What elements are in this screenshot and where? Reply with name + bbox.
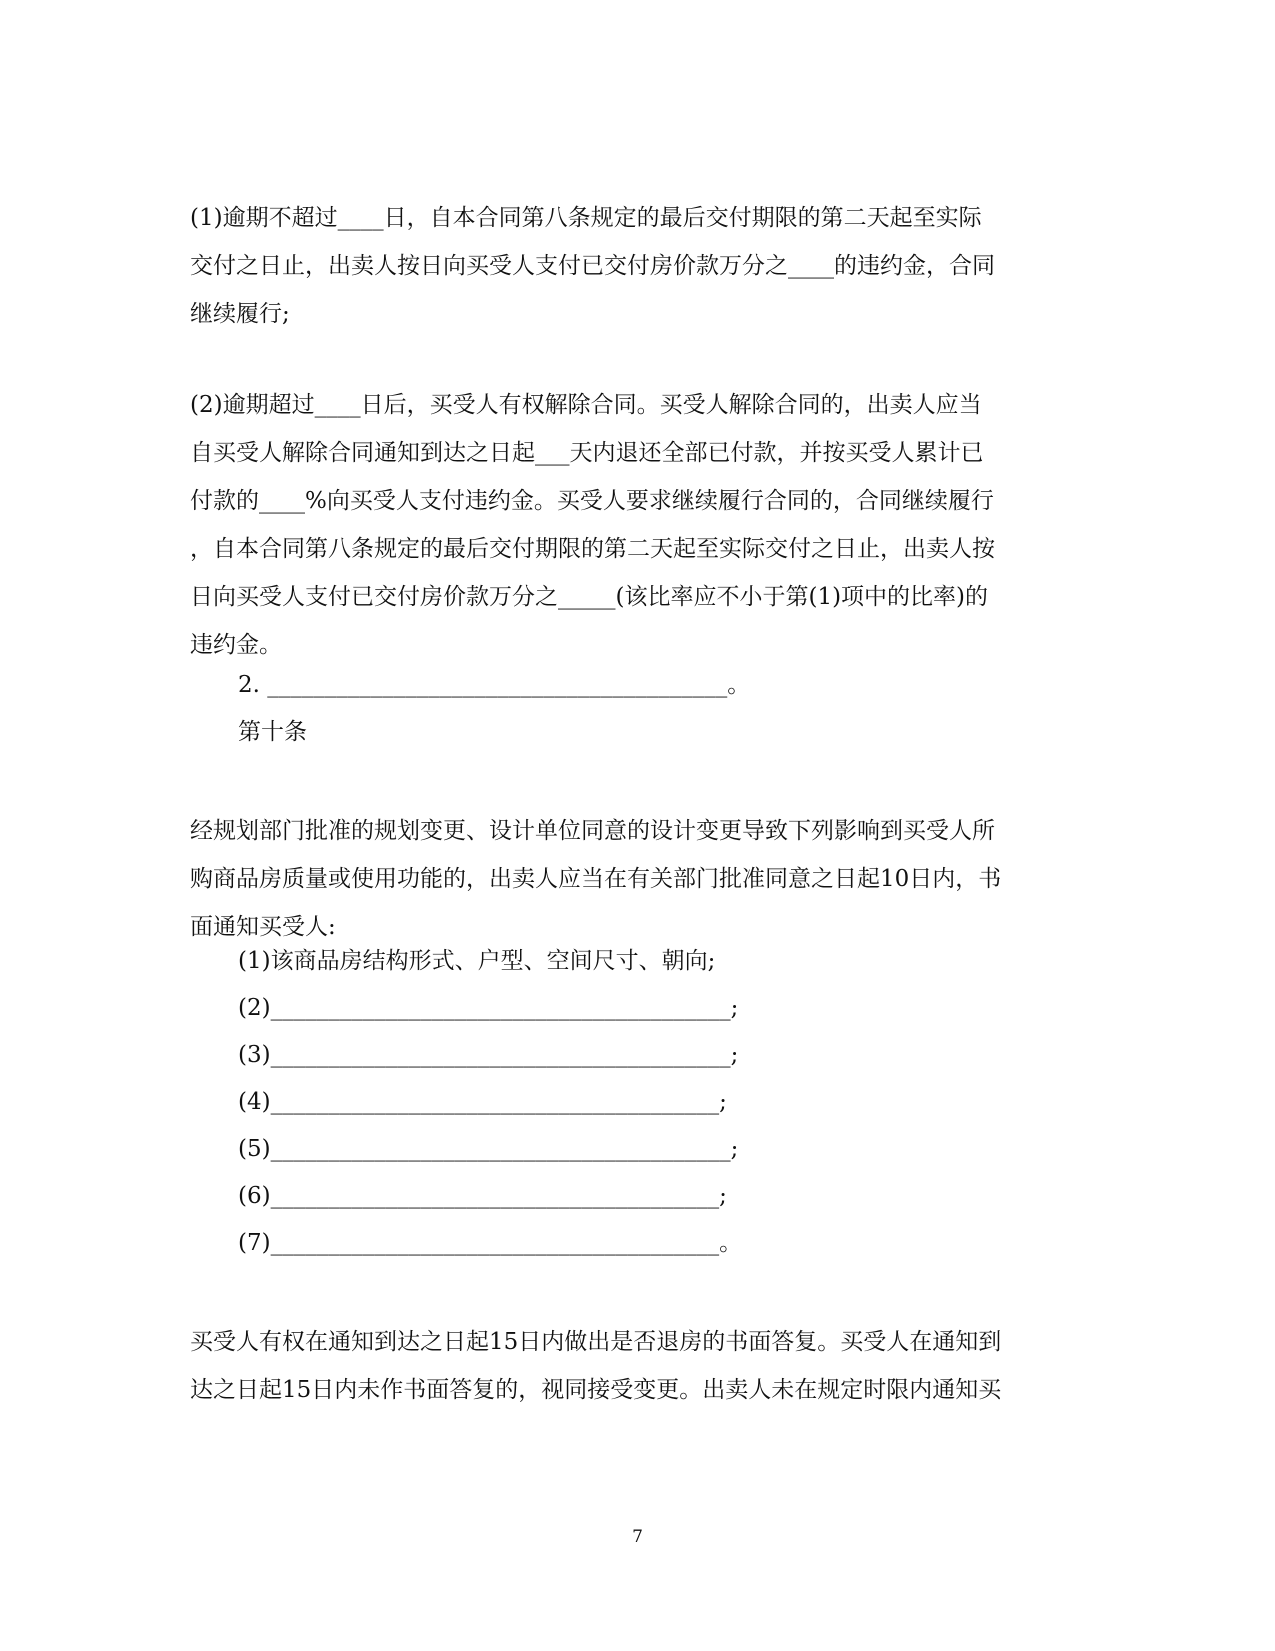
text-line: 达之日起15日内未作书面答复的，视同接受变更。出卖人未在规定时限内通知买 — [190, 1377, 1002, 1403]
text-line: 交付之日止，出卖人按日向买受人支付已交付房价款万分之____的违约金，合同 — [190, 253, 995, 279]
paragraph-reply-period — [190, 1318, 1070, 1414]
text-line: 买受人有权在通知到达之日起15日内做出是否退房的书面答复。买受人在通知到 — [190, 1329, 1002, 1355]
paragraph-design-change — [190, 807, 1070, 951]
list-item: (4)_______________________________________; — [238, 1089, 727, 1115]
text-line: 日向买受人支付已交付房价款万分之_____(该比率应不小于第(1)项中的比率)的 — [190, 584, 989, 610]
paragraph-overdue-within — [190, 194, 1070, 338]
text-line: 违约金。 — [190, 632, 282, 658]
text-line: (1)逾期不超过____日，自本合同第八条规定的最后交付期限的第二天起至实际 — [190, 205, 982, 231]
text-line: 面通知买受人: — [190, 914, 336, 940]
list-item: (6)_______________________________________; — [238, 1183, 727, 1209]
text-line: 付款的____%向买受人支付违约金。买受人要求继续履行合同的，合同继续履行 — [190, 488, 994, 514]
text-line: (2)逾期超过____日后，买受人有权解除合同。买受人解除合同的，出卖人应当 — [190, 392, 982, 418]
list-item: (7)_______________________________________。 — [238, 1230, 743, 1256]
page-number: 7 — [632, 1527, 643, 1547]
list-item: (3)________________________________________; — [238, 1042, 739, 1068]
text-line: 继续履行; — [190, 301, 290, 327]
text-line: 自买受人解除合同通知到达之日起___天内退还全部已付款，并按买受人累计已 — [190, 440, 984, 466]
list-item: (2)________________________________________; — [238, 995, 739, 1021]
text-line: ，自本合同第八条规定的最后交付期限的第二天起至实际交付之日止，出卖人按 — [190, 536, 995, 562]
list-item: (1)该商品房结构形式、户型、空间尺寸、朝向; — [238, 948, 716, 974]
paragraph-overdue-beyond — [190, 381, 1070, 669]
text-line: 经规划部门批准的规划变更、设计单位同意的设计变更导致下列影响到买受人所 — [190, 818, 995, 844]
text-line: 购商品房质量或使用功能的，出卖人应当在有关部门批准同意之日起10日内，书 — [190, 866, 1002, 892]
list-item: (5)________________________________________; — [238, 1136, 739, 1162]
item-2-blank: 2. ________________________________________。 — [238, 672, 751, 698]
article-10-heading: 第十条 — [238, 719, 307, 745]
